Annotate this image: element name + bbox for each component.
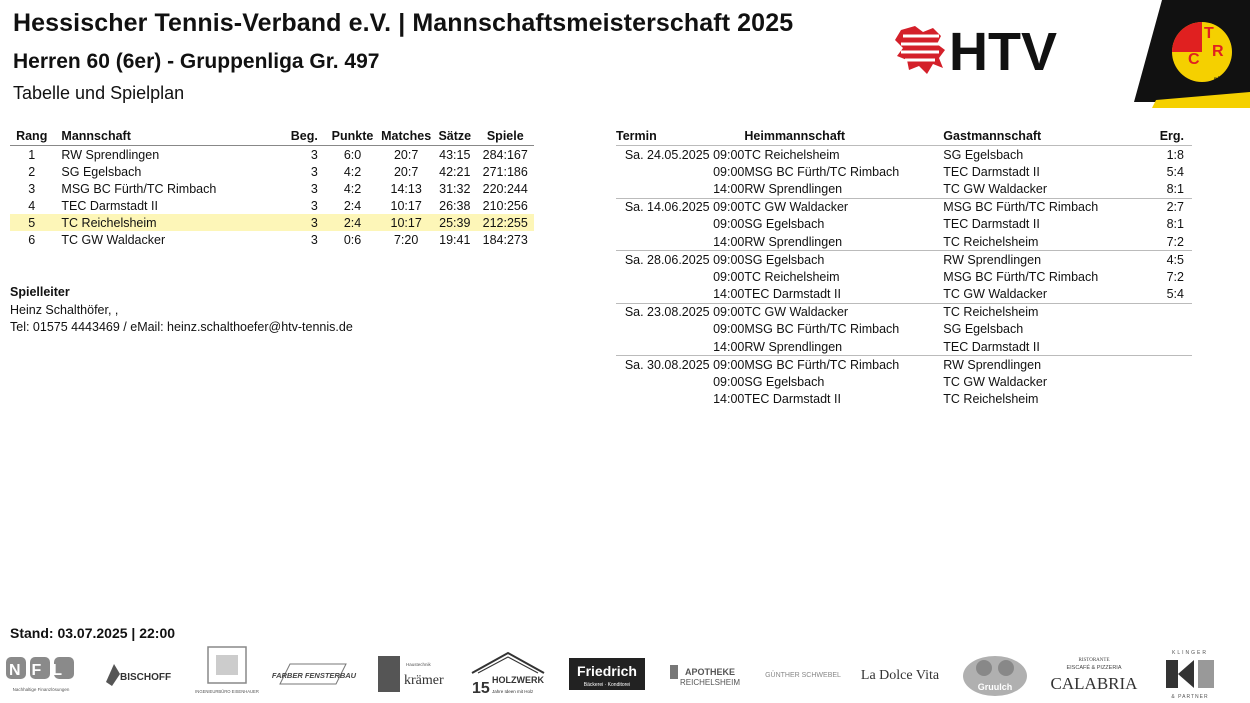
match-result (1142, 391, 1192, 408)
match-date: Sa. 24.05.2025 09:00 (616, 146, 744, 164)
match-date: Sa. 14.06.2025 09:00 (616, 198, 744, 216)
table-row (10, 197, 534, 214)
home-team: SG Egelsbach (744, 375, 825, 390)
matches: 20:7 (393, 164, 419, 179)
svg-text:HOLZWERK: HOLZWERK (492, 675, 544, 685)
rang: 4 (28, 198, 36, 213)
punkte: 6:0 (343, 147, 362, 162)
club-logo (1132, 0, 1250, 108)
punkte: 0:6 (343, 232, 362, 247)
home-team: MSG BC Fürth/TC Rimbach (744, 164, 900, 179)
col-termin: Termin (616, 129, 657, 143)
matches: 10:17 (390, 198, 422, 213)
sponsor-friedrich-logo (568, 645, 646, 703)
rang: 2 (28, 164, 36, 179)
schedule-row (616, 198, 1192, 216)
schedule-row (616, 303, 1192, 321)
table-row-highlighted (10, 214, 534, 231)
saetze: 31:32 (439, 181, 471, 196)
team-name: SG Egelsbach (61, 164, 142, 179)
sponsor-farber-logo (271, 645, 357, 703)
sponsor-eisenhauer-logo (195, 645, 259, 703)
schedule-row (616, 286, 1192, 304)
schedule-row (616, 251, 1192, 269)
standings-table (10, 127, 534, 248)
rang: 1 (28, 147, 36, 162)
svg-text:BISCHOFF: BISCHOFF (120, 672, 172, 683)
schedule-row (616, 321, 1192, 338)
league-subtitle: Herren 60 (6er) - Gruppenliga Gr. 497 (13, 50, 380, 73)
col-heim: Heimmannschaft (744, 129, 846, 143)
club-letter-c: C (1188, 51, 1200, 68)
svg-text:Jahre Ideen mit Holz: Jahre Ideen mit Holz (492, 689, 534, 694)
sponsor-schwebel-logo (764, 645, 842, 703)
league-manager-contact: Tel: 01575 4443469 / eMail: heinz.schalthoefer@htv-tennis.de (10, 320, 353, 334)
col-ergebnis: Erg. (1159, 129, 1184, 143)
svg-text:Haustechnik: Haustechnik (406, 662, 431, 667)
match-date: 09:00 (713, 375, 745, 390)
svg-text:EISCAFÉ & PIZZERIA: EISCAFÉ & PIZZERIA (1066, 665, 1122, 671)
svg-text:INGENIEURBÜRO EISENHAUER: INGENIEURBÜRO EISENHAUER (195, 689, 259, 694)
match-result: 4:5 (1142, 251, 1192, 269)
begegnungen: 3 (282, 214, 326, 231)
home-team: RW Sprendlingen (744, 181, 843, 196)
begegnungen: 3 (310, 232, 318, 247)
table-row (10, 163, 534, 180)
match-date: 14:00 (713, 339, 745, 354)
match-date: 14:00 (713, 181, 745, 196)
svg-text:Nachhaltige Finanzlösungen: Nachhaltige Finanzlösungen (12, 687, 70, 692)
team-name: RW Sprendlingen (61, 147, 160, 162)
home-team: TC GW Waldacker (744, 303, 943, 321)
match-result: 5:4 (1166, 164, 1184, 179)
saetze: 26:38 (439, 198, 471, 213)
sponsor-holzwerk-logo (468, 645, 548, 703)
page-title: Hessischer Tennis-Verband e.V. | Mannschaftsmeisterschaft 2025 (13, 9, 794, 37)
guest-team: TEC Darmstadt II (943, 217, 1040, 232)
team-name: MSG BC Fürth/TC Rimbach (61, 181, 217, 196)
club-ev: e.V. (1214, 76, 1223, 82)
guest-team: RW Sprendlingen (943, 251, 1142, 269)
col-saetze: Sätze (433, 127, 476, 146)
schedule-row (616, 356, 1192, 374)
table-row (10, 180, 534, 197)
svg-text:RISTORANTE: RISTORANTE (1078, 658, 1110, 663)
match-result (1142, 356, 1192, 374)
rang: 3 (28, 181, 36, 196)
svg-text:APOTHEKE: APOTHEKE (684, 667, 736, 677)
match-result: 2:7 (1142, 198, 1192, 216)
col-matches: Matches (379, 127, 433, 146)
match-date: 14:00 (713, 287, 745, 302)
begegnungen: 3 (310, 181, 318, 196)
match-result: 8:1 (1166, 217, 1184, 232)
guest-team: MSG BC Fürth/TC Rimbach (943, 269, 1099, 284)
svg-text:& PARTNER: & PARTNER (1171, 694, 1209, 700)
team-name: TC Reichelsheim (53, 214, 282, 231)
spiele: 212:255 (477, 214, 534, 231)
guest-team: SG Egelsbach (943, 146, 1142, 164)
sponsor-klinger-logo (1160, 645, 1224, 703)
sponsor-calabria-logo (1050, 645, 1138, 703)
schedule-row (616, 216, 1192, 233)
last-updated: Stand: 03.07.2025 | 22:00 (10, 625, 176, 641)
col-beg: Beg. (282, 127, 326, 146)
match-result: 7:2 (1166, 234, 1184, 249)
spiele: 284:167 (482, 147, 528, 162)
schedule-header-row (616, 127, 1192, 146)
home-team: RW Sprendlingen (744, 234, 843, 249)
match-date: 09:00 (713, 322, 745, 337)
match-date: 14:00 (713, 392, 745, 407)
sponsor-kraemer-logo (376, 645, 450, 703)
hessian-lion-icon (895, 26, 945, 74)
spiele: 184:273 (482, 232, 528, 247)
saetze: 19:41 (439, 232, 471, 247)
spiele: 210:256 (482, 198, 528, 213)
guest-team: TEC Darmstadt II (943, 339, 1040, 354)
svg-text:GÜNTHER SCHWEBEL: GÜNTHER SCHWEBEL (765, 672, 841, 679)
begegnungen: 3 (310, 198, 318, 213)
matches: 10:17 (379, 214, 433, 231)
match-result: 1:8 (1142, 146, 1192, 164)
spiele: 220:244 (482, 181, 528, 196)
match-result: 7:2 (1166, 269, 1184, 284)
league-manager-name: Heinz Schalthöfer, , (10, 302, 119, 317)
svg-text:FARBER FENSTERBAU: FARBER FENSTERBAU (271, 671, 357, 680)
sponsor-dolce-vita-logo (860, 645, 940, 703)
sponsor-apotheke-logo (666, 645, 744, 703)
club-letter-t: T (1204, 25, 1214, 42)
match-date: 09:00 (713, 164, 745, 179)
section-heading: Tabelle und Spielplan (13, 83, 185, 103)
spiele: 271:186 (482, 164, 528, 179)
guest-team: TC GW Waldacker (943, 181, 1047, 196)
col-rang: Rang (10, 127, 53, 146)
home-team: RW Sprendlingen (744, 339, 843, 354)
svg-text:Gruulch: Gruulch (977, 682, 1013, 692)
svg-text:Bäckerei · Konditorei: Bäckerei · Konditorei (583, 682, 631, 688)
schedule-row (616, 233, 1192, 251)
club-letter-r: R (1212, 43, 1224, 60)
svg-text:krämer: krämer (404, 673, 444, 688)
guest-team: MSG BC Fürth/TC Rimbach (943, 198, 1142, 216)
svg-text:La Dolce Vita: La Dolce Vita (860, 668, 940, 683)
svg-text:KLINGER: KLINGER (1172, 650, 1208, 656)
schedule-table (616, 127, 1192, 408)
svg-text:CALABRIA: CALABRIA (1050, 674, 1138, 693)
schedule-row (616, 373, 1192, 390)
match-date: 09:00 (713, 217, 745, 232)
guest-team: TC GW Waldacker (943, 287, 1047, 302)
sponsor-nfl-logo (4, 645, 78, 703)
team-name: TC GW Waldacker (61, 232, 166, 247)
match-date: Sa. 28.06.2025 09:00 (616, 251, 744, 269)
league-manager-info (10, 284, 353, 337)
home-team: TC Reichelsheim (744, 146, 943, 164)
schedule-row (616, 163, 1192, 180)
schedule-row (616, 391, 1192, 408)
punkte: 2:4 (343, 198, 362, 213)
guest-team: RW Sprendlingen (943, 356, 1142, 374)
home-team: SG Egelsbach (744, 217, 825, 232)
matches: 7:20 (393, 232, 419, 247)
rang: 6 (28, 232, 36, 247)
col-mannschaft: Mannschaft (53, 127, 282, 146)
punkte: 4:2 (343, 181, 362, 196)
league-manager-heading: Spielleiter (10, 285, 70, 299)
home-team: MSG BC Fürth/TC Rimbach (744, 322, 900, 337)
sponsor-bischoff-logo (100, 645, 176, 703)
htv-text: HTV (949, 22, 1057, 82)
saetze: 42:21 (439, 164, 471, 179)
match-result (1142, 303, 1192, 321)
begegnungen: 3 (310, 147, 318, 162)
col-spiele: Spiele (477, 127, 534, 146)
home-team: TEC Darmstadt II (744, 392, 841, 407)
home-team: TEC Darmstadt II (744, 287, 841, 302)
guest-team: TC Reichelsheim (943, 392, 1039, 407)
guest-team: TC Reichelsheim (943, 234, 1039, 249)
guest-team: TC Reichelsheim (943, 303, 1142, 321)
match-result (1142, 373, 1192, 390)
svg-text:15: 15 (472, 680, 490, 697)
match-date: 09:00 (713, 269, 745, 284)
col-gast: Gastmannschaft (943, 129, 1042, 143)
schedule-row (616, 338, 1192, 356)
col-punkte: Punkte (326, 127, 379, 146)
schedule-row (616, 180, 1192, 198)
rang: 5 (10, 214, 53, 231)
punkte: 4:2 (343, 164, 362, 179)
sponsor-gruulch-logo (958, 645, 1032, 703)
home-team: SG Egelsbach (744, 251, 943, 269)
guest-team: TEC Darmstadt II (943, 164, 1040, 179)
match-result: 5:4 (1166, 287, 1184, 302)
svg-text:Friedrich: Friedrich (577, 663, 637, 679)
schedule-row (616, 268, 1192, 285)
match-date: Sa. 30.08.2025 09:00 (616, 356, 744, 374)
saetze: 25:39 (433, 214, 476, 231)
saetze: 43:15 (439, 147, 471, 162)
svg-text:NFL: NFL (8, 662, 74, 679)
match-result: 8:1 (1166, 181, 1184, 196)
standings-header-row (10, 127, 534, 146)
htv-logo (893, 18, 1105, 80)
home-team: TC Reichelsheim (744, 269, 840, 284)
svg-text:REICHELSHEIM: REICHELSHEIM (679, 678, 741, 687)
home-team: MSG BC Fürth/TC Rimbach (744, 356, 943, 374)
schedule-row (616, 146, 1192, 164)
matches: 14:13 (390, 181, 422, 196)
match-date: 14:00 (713, 234, 745, 249)
guest-team: SG Egelsbach (943, 322, 1024, 337)
match-result (1142, 321, 1192, 338)
matches: 20:7 (393, 147, 419, 162)
team-name: TEC Darmstadt II (61, 198, 158, 213)
begegnungen: 3 (310, 164, 318, 179)
home-team: TC GW Waldacker (744, 198, 943, 216)
match-date: Sa. 23.08.2025 09:00 (616, 303, 744, 321)
table-row (10, 146, 534, 164)
punkte: 2:4 (326, 214, 379, 231)
match-result (1142, 338, 1192, 356)
guest-team: TC GW Waldacker (943, 375, 1047, 390)
table-row (10, 231, 534, 248)
